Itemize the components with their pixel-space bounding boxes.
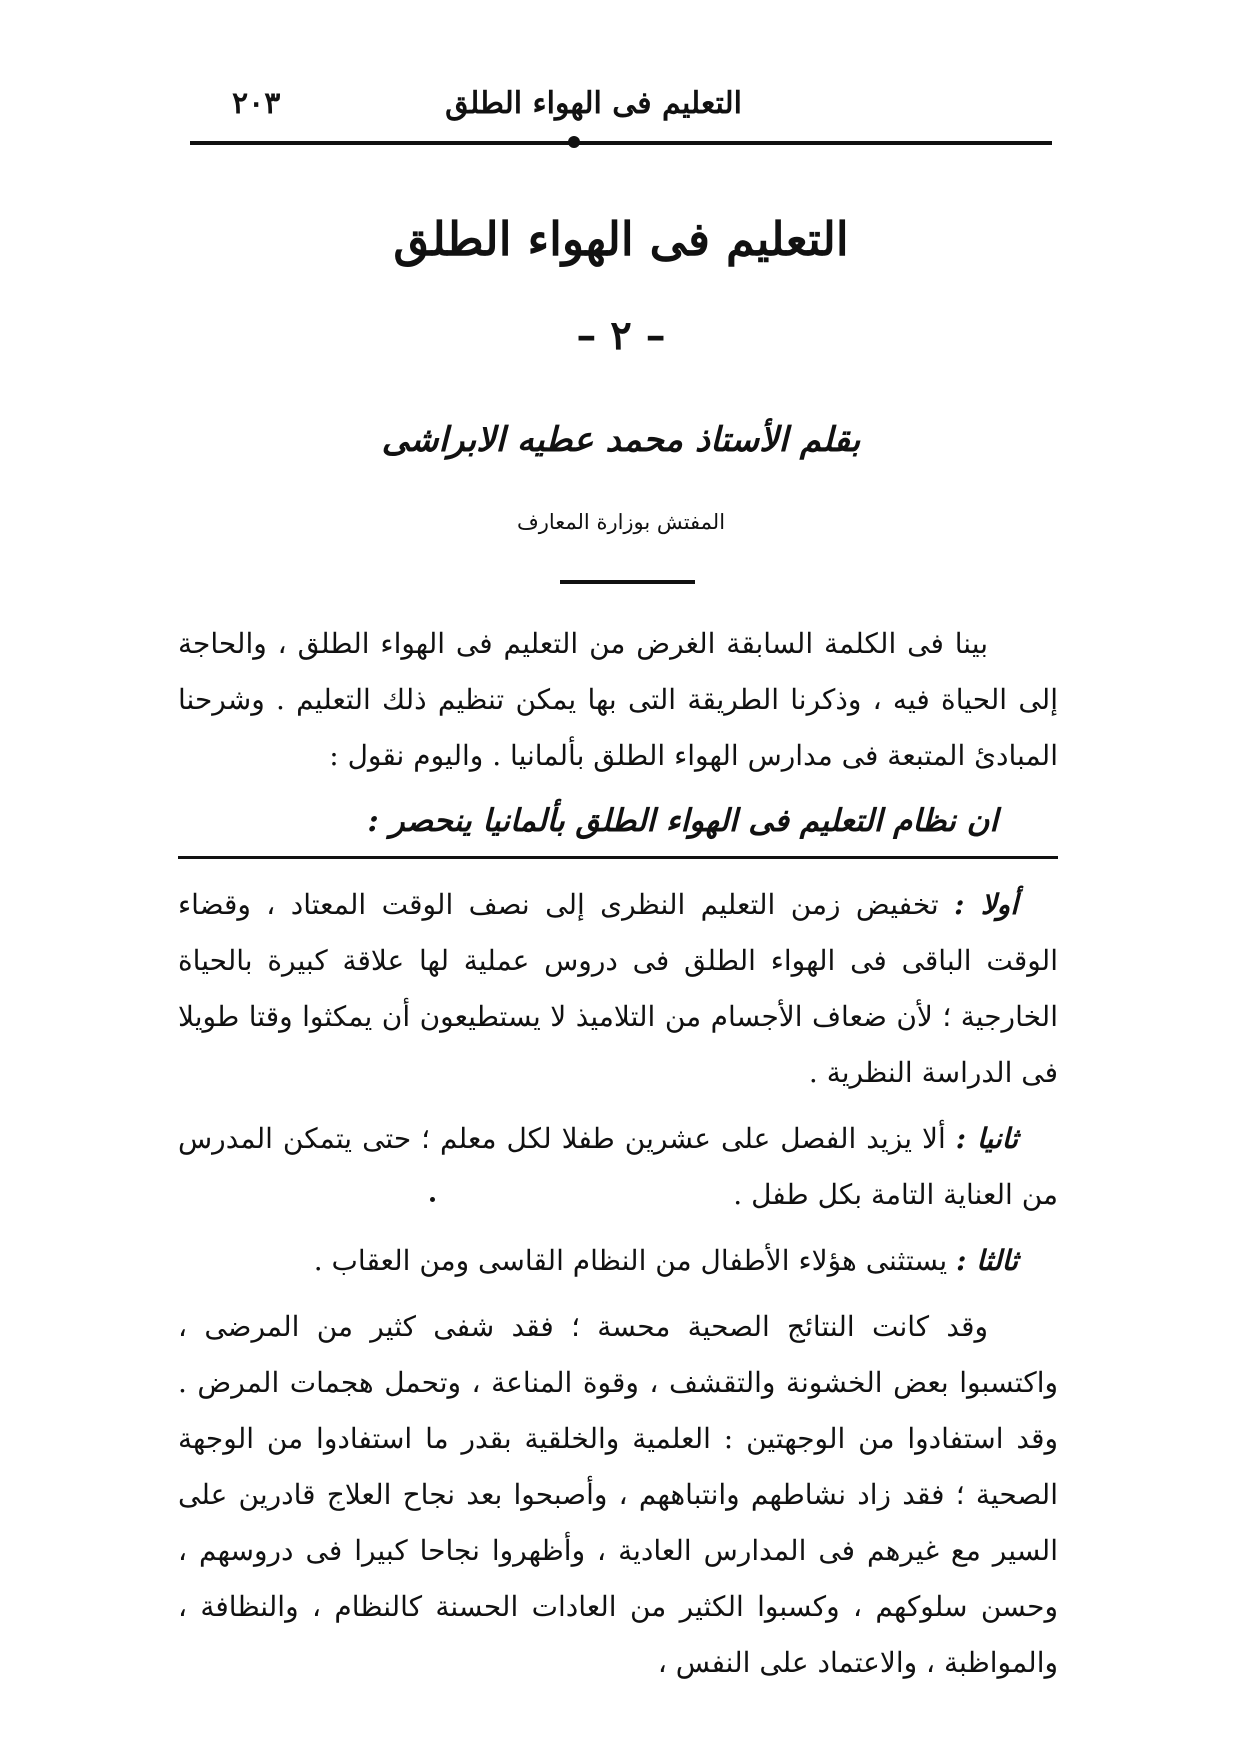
author-role: المفتش بوزارة المعارف [516,510,726,534]
point-text: تخفيض زمن التعليم النظرى إلى نصف الوقت المعتاد ، وقضاء الوقت الباقى فى الهواء الطلق فى دروس عملية لها علاقة كبيرة بالحياة الخارجية ؛ لأن ضعاف الأجسام من التلاميذ لا يستطيعون أن يمكثوا وقتا طويلا فى الدراسة النظرية . [178,888,1058,1089]
header-rule-ornament [568,136,580,148]
point-text: ألا يزيد الفصل على عشرين طفلا لكل معلم ؛ حتى يتمكن المدرس من العناية التامة بكل طفل . [178,1122,1058,1211]
point-label: أولا : [954,888,1018,921]
header-rule [190,141,1052,145]
point-label: ثانيا : [955,1122,1019,1155]
author-line: بقلم الأستاذ محمد عطيه الابراشى [381,420,861,460]
print-speck [430,1197,435,1202]
closing-paragraph: وقد كانت النتائج الصحية محسة ؛ فقد شفى كثير من المرضى ، واكتسبوا بعض الخشونة والتقشف ، وقوة المناعة ، وتحمل هجمات المرض . وقد استفادوا من الوجهتين : العلمية والخلقية بقدر ما استفادوا من الوجهة الصحية ؛ فقد زاد نشاطهم وانتباههم ، وأصبحوا بعد نجاح العلاج قادرين على السير مع غيرهم فى المدارس العادية ، وأظهروا نجاحا كبيرا فى دروسهم ، وحسن سلوكهم ، وكسبوا الكثير من العادات الحسنة كالنظام ، والنظافة ، والمواظبة ، والاعتماد على النفس ، [178,1310,1058,1679]
running-title: التعليم فى الهواء الطلق [445,86,742,121]
point-third [178,1233,1058,1289]
title-divider [560,580,695,584]
article-title: التعليم فى الهواء الطلق [393,212,849,266]
part-number: – ٢ – [576,312,666,359]
page-number: ٢٠٣ [232,86,281,121]
section-heading: ان نظام التعليم فى الهواء الطلق بألمانيا ينحصر : [178,792,1058,859]
point-text: يستثنى هؤلاء الأطفال من النظام القاسى ومن العقاب . [313,1244,948,1277]
article-body [178,616,1058,1691]
running-header [190,86,1052,136]
point-second [178,1111,1058,1223]
point-label: ثالثا : [956,1244,1018,1277]
point-first [178,877,1058,1101]
intro-paragraph: بينا فى الكلمة السابقة الغرض من التعليم فى الهواء الطلق ، والحاجة إلى الحياة فيه ، وذكرنا الطريقة التى بها يمكن تنظيم ذلك التعليم . وشرحنا المبادئ المتبعة فى مدارس الهواء الطلق بألمانيا . واليوم نقول : [178,627,1058,772]
